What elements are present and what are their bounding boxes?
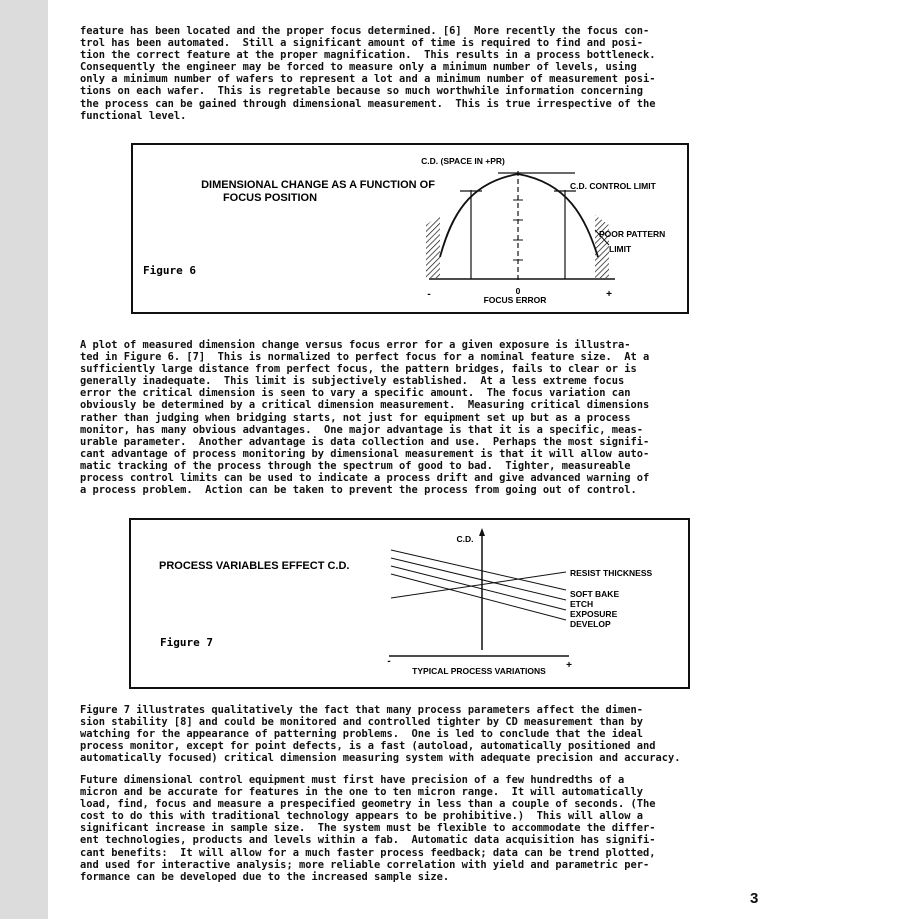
figure-7-x-label: TYPICAL PROCESS VARIATIONS: [412, 666, 546, 676]
figure-7-plot: [131, 520, 688, 687]
text-line: functional level.: [80, 109, 187, 122]
figure-7-y-label: C.D.: [456, 534, 474, 544]
text-line: the process can be gained through dimensional measurement. This is true irrespective of the: [80, 97, 656, 110]
text-line: Figure 7 illustrates qualitatively the fact that many process parameters affect the dimen-: [80, 704, 644, 716]
text-line: tions on each wafer. This is regretable because so much worthwhile information concerning: [80, 85, 644, 98]
figure-7-tick-minus: -: [387, 656, 391, 667]
figure-7-caption: Figure 7: [160, 636, 213, 649]
text-line: Future dimensional control equipment must first have precision of a few hundredths of a: [80, 774, 625, 786]
text-line: feature has been located and the proper focus determined. [6] More recently the focus con-: [80, 25, 650, 37]
text-line: error the critical dimension is seen to vary a specific amount. The focus variation can: [80, 387, 631, 400]
text-line: load, find, focus and measure a prespecified geometry in less than a couple of seconds. (The: [80, 798, 656, 811]
figure-6-tick-minus: -: [427, 289, 431, 300]
text-line: only a minimum number of wafers to represent a lot and a minimum number of measurement posi-: [80, 73, 656, 86]
figure-6-limit-label: LIMIT: [609, 244, 632, 254]
figure-6-right-hatch: [595, 215, 609, 278]
text-line: and used for interactive analysis; more reliable correlation with yield and parametric per-: [80, 858, 650, 871]
figure-7-label-develop: DEVELOP: [570, 619, 611, 629]
text-line: process control limits can be used to indicate a process drift and give advanced warning of: [80, 472, 650, 485]
text-line: a process problem. Action can be taken to prevent the process from going out of control.: [80, 484, 637, 497]
text-line: automatically focused) critical dimension measuring system with adequate precision and accuracy.: [80, 752, 681, 765]
paragraph-4: [80, 774, 752, 883]
text-line: A plot of measured dimension change versus focus error for a given exposure is illustra-: [80, 339, 631, 351]
figure-6-x-label: FOCUS ERROR: [483, 295, 547, 305]
text-line: formance can be developed due to the increased sample size.: [80, 870, 450, 883]
text-line: monitor, has many obvious advantages. One major advantage is that it is a specific, meas-: [80, 423, 644, 436]
text-line: process monitor, except for point defects, is a fast (autoload, automatically positioned and: [80, 740, 656, 753]
figure-7-title: PROCESS VARIABLES EFFECT C.D.: [159, 560, 350, 572]
text-line: micron and be accurate for features in the one to ten micron range. It will automatically: [80, 786, 644, 799]
figure-6-y-label: C.D. (SPACE IN +PR): [421, 156, 505, 166]
paragraph-3: [80, 704, 752, 764]
page-number: 3: [750, 890, 759, 907]
figure-7-tick-plus: +: [566, 660, 572, 671]
figure-6-control-limit-label: C.D. CONTROL LIMIT: [570, 181, 656, 191]
text-line: Consequently the engineer may be forced to measure only a minimum number of levels, using: [80, 61, 637, 74]
text-line: matic tracking of the process through the spectrum of good to bad. Tighter, measureable: [80, 459, 631, 472]
figure-7-label-soft-bake: SOFT BAKE: [570, 589, 620, 599]
figure-6-tick-plus: +: [606, 289, 612, 300]
figure-7-y-arrow: [479, 528, 485, 536]
figure-7-line-soft-bake: [391, 574, 566, 620]
text-line: cant advantage of process monitoring by dimensional measurement is that it will allow auto-: [80, 447, 650, 460]
figure-6-left-hatch: [426, 215, 440, 278]
text-line: tion the correct feature at the proper magnification. This results in a process bottleneck.: [80, 49, 656, 62]
paragraph-2: [80, 339, 752, 496]
figure-7-line-develop: [391, 550, 566, 590]
figure-6-title-line2: FOCUS POSITION: [222, 192, 318, 204]
text-line: urable parameter. Another advantage is data collection and use. Perhaps the most signifi-: [80, 435, 650, 448]
right-margin: [788, 0, 900, 919]
text-line: cost to do this with traditional technology appears to be prohibitive.) This will allow a: [80, 810, 644, 823]
figure-6-frame: [131, 143, 689, 314]
figure-6-poor-pattern-label: POOR PATTERN: [599, 229, 666, 239]
text-line: cant benefits: It will allow for a much faster process feedback; data can be trend plotted,: [80, 846, 656, 859]
text-line: rather than judging when bridging starts, not just for equipment set up but as a process: [80, 411, 631, 424]
text-line: watching for the appearance of patterning problems. One is led to conclude that the ideal: [80, 728, 644, 741]
figure-7-label-exposure: EXPOSURE: [570, 609, 618, 619]
figure-7-label-etch: ETCH: [570, 599, 594, 609]
figure-6-plot: [133, 145, 687, 312]
text-line: trol has been automated. Still a significant amount of time is required to find and posi-: [80, 37, 644, 50]
text-line: sion stability [8] and could be monitored and controlled tighter by CD measurement than by: [80, 716, 644, 729]
text-line: significant increase in sample size. The system must be flexible to accommodate the differ-: [80, 822, 656, 835]
text-line: ent technologies, products and levels within a fab. Automatic data acquisition has signifi-: [80, 834, 656, 847]
text-line: sufficiently large distance from perfect focus, the pattern bridges, fails to clear or is: [80, 363, 637, 376]
text-line: ted in Figure 6. [7] This is normalized to perfect focus for a nominal feature size. At a: [80, 351, 650, 364]
text-line: obviously be determined by a critical dimension measurement. Measuring critical dimensions: [80, 399, 650, 412]
paragraph-1: [80, 25, 752, 122]
figure-7-frame: [129, 518, 690, 689]
figure-6-tick-zero: 0: [515, 286, 521, 296]
figure-7-label-resist-thickness: RESIST THICKNESS: [570, 568, 653, 578]
figure-7-line-etch: [391, 566, 566, 610]
text-line: generally inadequate. This limit is subjectively established. At a less extreme focus: [80, 375, 625, 388]
figure-6-caption: Figure 6: [143, 264, 196, 277]
figure-6-title-line1: DIMENSIONAL CHANGE AS A FUNCTION OF: [201, 179, 435, 191]
